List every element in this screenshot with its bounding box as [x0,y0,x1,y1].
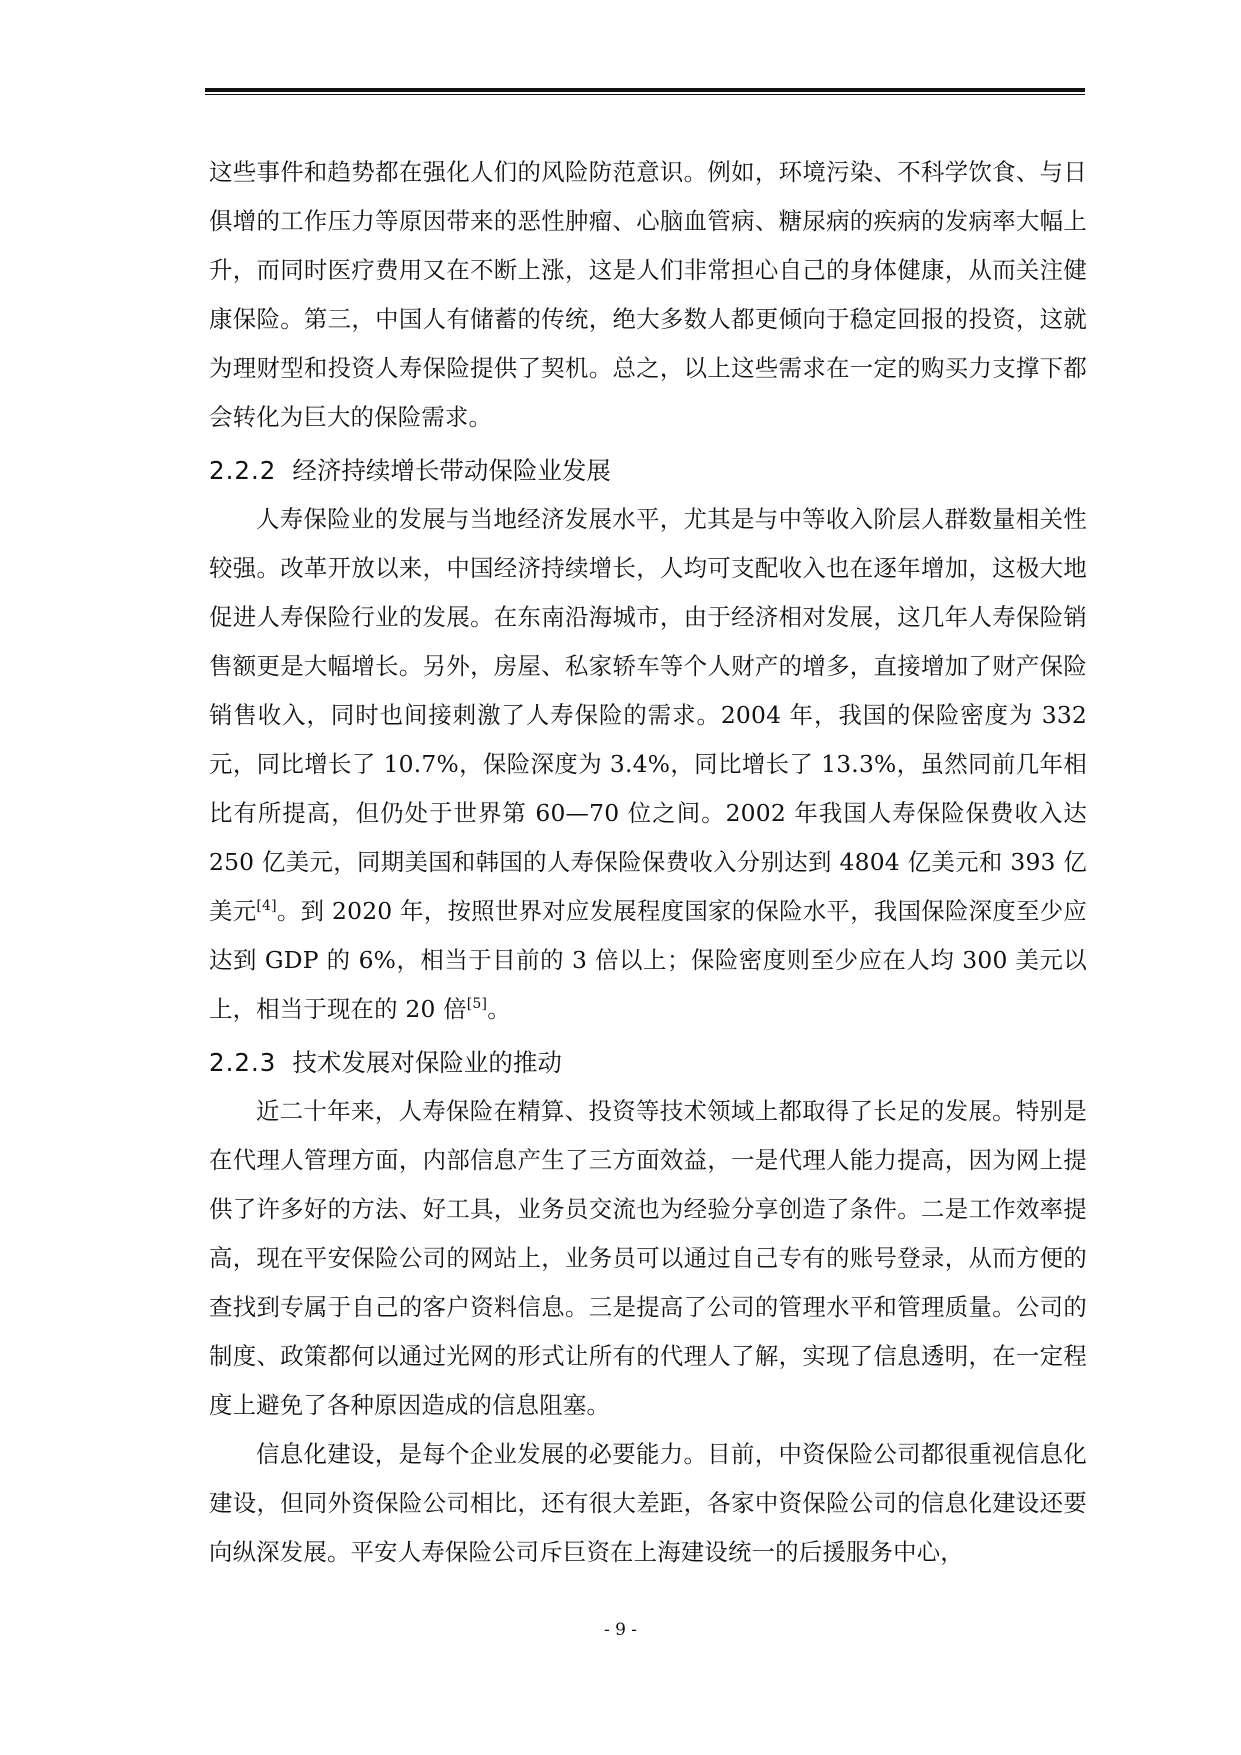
paragraph-economic-growth [209,495,1087,1034]
section-number: 2.2.2 [209,456,277,485]
section-number: 2.2.3 [209,1048,277,1077]
paragraph-text: 。到 2020 年，按照世界对应发展程度国家的保险水平，我国保险深度至少应达到 GDP 的 6%，相当于目前的 3 倍以上；保险密度则至少应在人均 300 美元以上，相当于现在的 20 倍 [209,897,1088,1023]
citation-ref-5: [5] [466,996,488,1013]
section-heading-2-2-3 [209,1038,1087,1087]
paragraph-text: 人寿保险业的发展与当地经济发展水平，尤其是与中等收入阶层人群数量相关性较强。改革开放以来，中国经济持续增长，人均可支配收入也在逐年增加，这极大地促进人寿保险行业的发展。在东南沿海城市，由于经济相对发展，这几年人寿保险销售额更是大幅增长。另外，房屋、私家轿车等个人财产的增多，直接增加了财产保险销售收入，同时也间接刺激了人寿保险的需求。2004 年，我国的保险密度为 332 元，同比增长了 10.7%，保险深度为 3.4%，同比增长了 13.3%，虽然同前几年相比有所提高，但仍处于世界第 60—70 位之间。2002 年我国人寿保险保费收入达 250 亿美元，同期美国和韩国的人寿保险保费收入分别达到 4804 亿美元和 393 亿美元 [209,505,1087,925]
header-rule [205,88,1085,95]
section-title: 技术发展对保险业的推动 [292,1048,562,1077]
section-title: 经济持续增长带动保险业发展 [292,456,611,485]
page-content [209,148,1087,1577]
paragraph-text: 。 [487,995,511,1023]
paragraph-risk-awareness: 这些事件和趋势都在强化人们的风险防范意识。例如，环境污染、不科学饮食、与日俱增的工作压力等原因带来的恶性肿瘤、心脑血管病、糖尿病的疾病的发病率大幅上升，而同时医疗费用又在不断上涨，这是人们非常担心自己的身体健康，从而关注健康保险。第三，中国人有储蓄的传统，绝大多数人都更倾向于稳定回报的投资，这就为理财型和投资人寿保险提供了契机。总之，以上这些需求在一定的购买力支撑下都会转化为巨大的保险需求。 [209,158,1087,431]
section-heading-2-2-2 [209,446,1087,495]
paragraph-technology: 近二十年来，人寿保险在精算、投资等技术领域上都取得了长足的发展。特别是在代理人管理方面，内部信息产生了三方面效益，一是代理人能力提高，因为网上提供了许多好的方法、好工具，业务员交流也为经验分享创造了条件。二是工作效率提高，现在平安保险公司的网站上，业务员可以通过自己专有的账号登录，从而方便的查找到专属于自己的客户资料信息。三是提高了公司的管理水平和管理质量。公司的制度、政策都何以通过光网的形式让所有的代理人了解，实现了信息透明，在一定程度上避免了各种原因造成的信息阻塞。 [209,1097,1087,1419]
paragraph-informatization: 信息化建设，是每个企业发展的必要能力。目前，中资保险公司都很重视信息化建设，但同外资保险公司相比，还有很大差距，各家中资保险公司的信息化建设还要向纵深发展。平安人寿保险公司斥巨资在上海建设统一的后援服务中心， [209,1440,1087,1566]
citation-ref-4: [4] [256,898,277,915]
page-number: - 9 - [603,1620,638,1640]
